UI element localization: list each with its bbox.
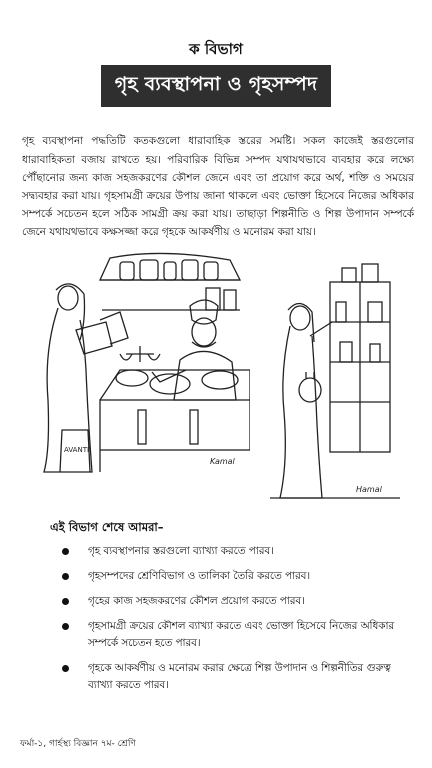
page-footer: ফর্মা-১, গার্হস্থ্য বিজ্ঞান ৭ম- শ্রেণি: [20, 739, 136, 749]
right-signature: Hamal: [356, 485, 382, 494]
chapter-title: গৃহ ব্যবস্থাপনা ও গৃহসম্পদ: [101, 65, 332, 107]
section-label: ক বিভাগ: [189, 40, 243, 58]
objective-text: গৃহসামগ্রী ক্রয়ের কৌশল ব্যাখ্যা করতে এবং ভোক্তা হিসেবে নিজের অধিকার সম্পর্কে সচেতন হতে পারব।: [88, 620, 395, 649]
title-band: [0, 66, 432, 106]
bag-text: AVANTI: [64, 446, 90, 454]
intro-paragraph: গৃহ ব্যবস্থাপনা পদ্ধতিটি কতকগুলো ধারাবাহিক স্তরের সমষ্টি। সকল কাজেই স্তরগুলোর ধারাবাহিকতা বজায় রাখতে হয়। পরিবারিক বিভিন্ন সম্পদ যথাযথভাবে ব্যবহার করে লক্ষ্যে পৌঁছানোর জন্য কাজ সহজকরণের কৌশল জেনে এবং তা প্রয়োগ করে অর্থ, শক্তি ও সময়ের সদ্ব্যবহার করা যায়। গৃহসামগ্রী ক্রয়ের উপায় জানা থাকলে এবং ভোক্তা হিসেবে নিজের অধিকার সম্পর্কে সচেতন হলে সঠিক সামগ্রী ক্রয় করা যায়। তাছাড়া শিল্পনীতি ও শিল্প উপাদান সম্পর্কে জেনে যথাযথভাবে কক্ষসজ্জা করে গৃহকে আকর্ষণীয় ও মনোরম করা যায়।: [22, 135, 414, 239]
objective-item: [62, 660, 402, 694]
bullet-icon: [62, 598, 69, 605]
objective-item: [62, 618, 402, 652]
objective-text: গৃহসম্পদের শ্রেণিবিভাগ ও তালিকা তৈরি করতে পারব।: [88, 570, 311, 582]
objectives-heading: এই বিভাগ শেষে আমরা–: [50, 520, 164, 534]
objective-item: [62, 593, 402, 610]
bullet-icon: [62, 665, 69, 672]
objective-text: গৃহের কাজ সহজকরণের কৌশল প্রয়োগ করতে পারব।: [88, 595, 305, 607]
objective-text: গৃহকে আকর্ষণীয় ও মনোরম করার ক্ষেত্রে শিল্প উপাদান ও শিল্পনীতির গুরুত্ব ব্যাখ্যা করতে পারব।: [88, 662, 391, 691]
objectives-list: [62, 543, 402, 702]
bullet-icon: [62, 623, 69, 630]
bullet-icon: [62, 573, 69, 580]
objective-item: [62, 543, 402, 560]
shop-illustration: [40, 250, 250, 475]
left-signature: Kamal: [210, 457, 235, 466]
cupboard-illustration: [270, 262, 400, 500]
objective-item: [62, 568, 402, 585]
objective-text: গৃহ ব্যবস্থাপনার স্তরগুলো ব্যাখ্যা করতে পারব।: [88, 545, 274, 557]
bullet-icon: [62, 548, 69, 555]
